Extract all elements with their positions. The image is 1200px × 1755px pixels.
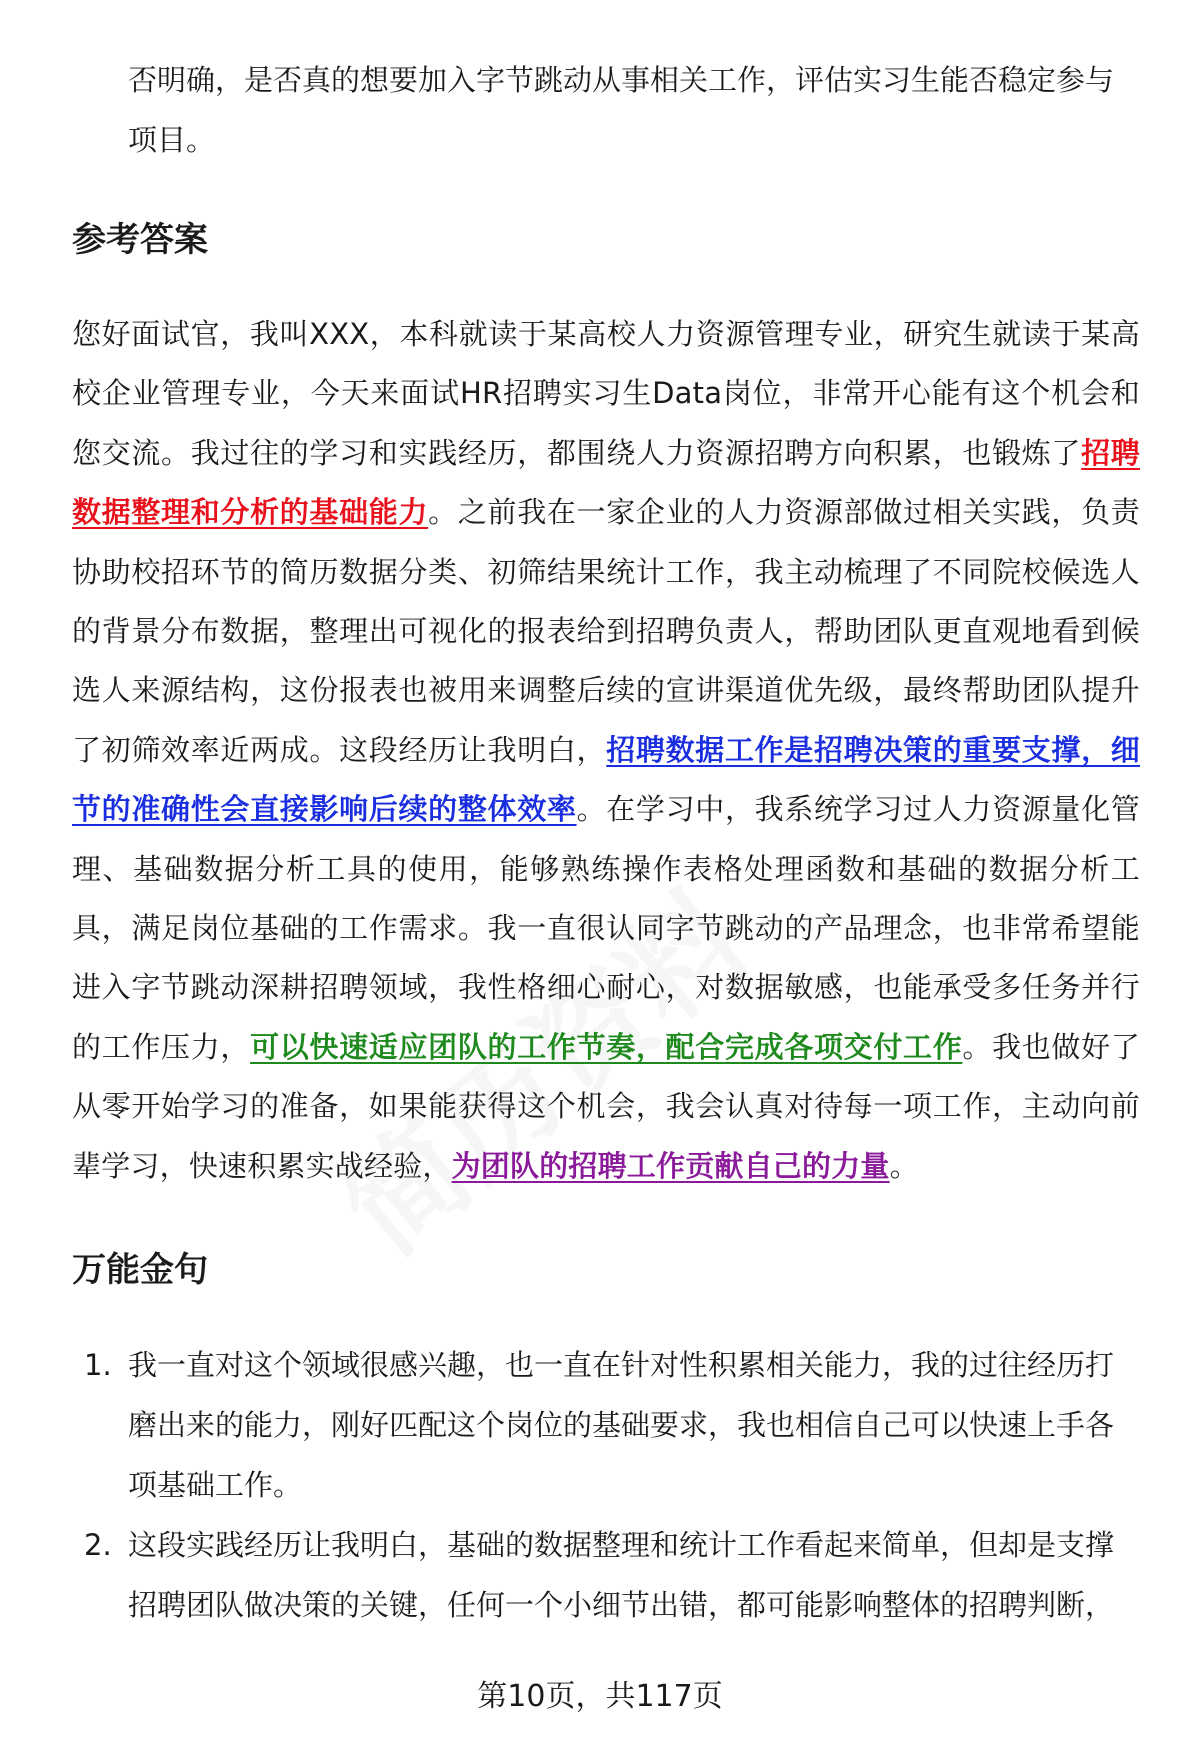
answer-text-5: 。 — [889, 1148, 919, 1183]
highlight-purple: 为团队的招聘工作贡献自己的力量 — [451, 1148, 890, 1183]
list-item-text: 我一直对这个领域很感兴趣，也一直在针对性积累相关能力，我的过往经历打磨出来的能力，刚好匹配这个岗位的基础要求，我也相信自己可以快速上手各项基础工作。 — [128, 1348, 1115, 1502]
list-item — [72, 1335, 1140, 1515]
page-number-footer: 第10页，共117页 — [477, 1679, 723, 1714]
answer-text-3: 。在学习中，我系统学习过人力资源量化管理、基础数据分析工具的使用，能够熟练操作表格处理函数和基础的数据分析工具，满足岗位基础的工作需求。我一直很认同字节跳动的产品理念，也非常希望能进入字节跳动深耕招聘领域，我性格细心耐心，对数据敏感，也能承受多任务并行的工作压力， — [72, 792, 1140, 1064]
list-item-number: 2. — [84, 1528, 112, 1562]
highlight-green: 可以快速适应团队的工作节奏，配合完成各项交付工作 — [250, 1029, 963, 1064]
golden-sentences-list — [72, 1335, 1140, 1635]
answer-text-1: 您好面试官，我叫XXX，本科就读于某高校人力资源管理专业，研究生就读于某高校企业管理专业，今天来面试HR招聘实习生Data岗位，非常开心能有这个机会和您交流。我过往的学习和实践经历，都围绕人力资源招聘方向积累，也锻炼了 — [72, 317, 1140, 470]
reference-answer-heading: 参考答案 — [72, 220, 208, 260]
list-item-text: 这段实践经历让我明白，基础的数据整理和统计工作看起来简单，但却是支撑招聘团队做决策的关键，任何一个小细节出错，都可能影响整体的招聘判断， — [128, 1528, 1115, 1622]
list-item — [72, 1515, 1140, 1635]
highlight-red: 招聘数据整理和分析的基础能力 — [72, 435, 1140, 530]
answer-text-2: 。之前我在一家企业的人力资源部做过相关实践，负责协助校招环节的简历数据分类、初筛结果统计工作，我主动梳理了不同院校候选人的背景分布数据，整理出可视化的报表给到招聘负责人，帮助团队更直观地看到候选人来源结构，这份报表也被用来调整后续的宣讲渠道优先级，最终帮助团队提升了初筛效率近两成。这段经历让我明白， — [72, 495, 1140, 767]
highlight-blue: 招聘数据工作是招聘决策的重要支撑，细节的准确性会直接影响后续的整体效率 — [72, 732, 1140, 827]
answer-text-4: 。我也做好了从零开始学习的准备，如果能获得这个机会，我会认真对待每一项工作，主动向前辈学习，快速积累实战经验， — [72, 1029, 1140, 1183]
list-item-number: 1. — [84, 1348, 112, 1382]
golden-sentences-heading: 万能金句 — [72, 1250, 208, 1290]
reference-answer-paragraph — [72, 305, 1140, 1196]
continuation-paragraph: 否明确，是否真的想要加入字节跳动从事相关工作，评估实习生能否稳定参与项目。 — [128, 63, 1115, 157]
